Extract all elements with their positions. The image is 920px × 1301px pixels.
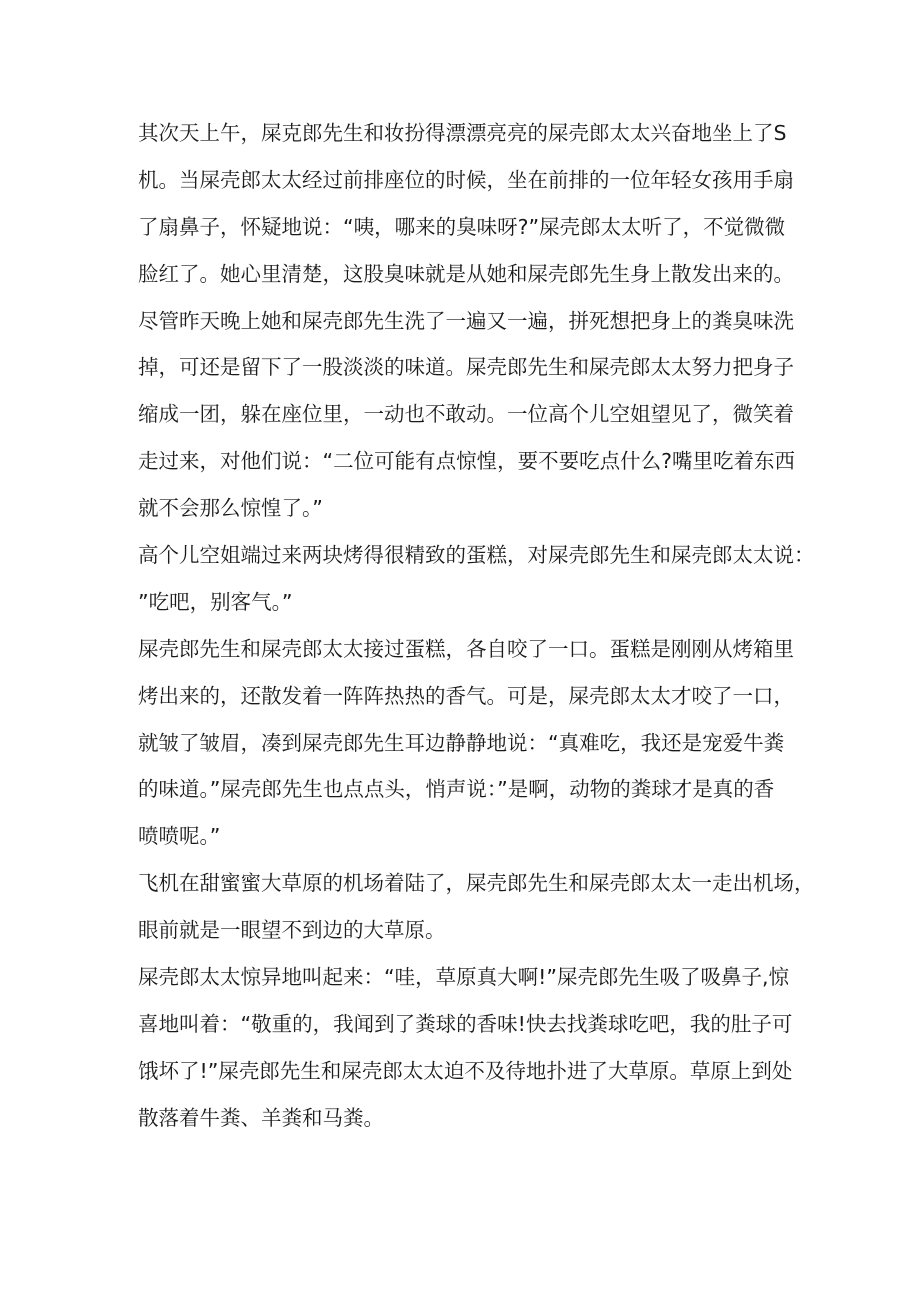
text-line: ”吃吧，别客气。”	[138, 589, 293, 614]
text-line: 喜地叫着：“敬重的，我闻到了粪球的香味!快去找粪球吃吧，我的肚子可	[138, 1011, 793, 1036]
text-line: 脸红了。她心里清楚，这股臭味就是从她和屎壳郎先生身上散发出来的。	[138, 261, 794, 286]
text-line: 其次天上午，屎克郎先生和妆扮得漂漂亮亮的屎壳郎太太兴奋地坐上了S	[138, 121, 787, 145]
text-line: 散落着牛粪、羊粪和马粪。	[138, 1105, 384, 1130]
text-line: 就皱了皱眉，凑到屎壳郎先生耳边静静地说：“真难吃，我还是宠爱牛粪	[138, 730, 785, 755]
story-text	[138, 110, 815, 1142]
text-line: 喷喷呢。”	[138, 824, 221, 849]
text-line: 高个儿空姐端过来两块烤得很精致的蛋糕，对屎壳郎先生和屎壳郎太太说：	[138, 543, 815, 568]
text-line: 烤出来的，还散发着一阵阵热热的香气。可是，屎壳郎太太才咬了一口，	[138, 683, 794, 708]
text-line: 了扇鼻子，怀疑地说：“咦，哪来的臭味呀?”屎壳郎太太听了，不觉微微	[138, 214, 786, 239]
text-line: 尽管昨天晚上她和屎壳郎先生洗了一遍又一遍，拼死想把身上的粪臭味洗	[138, 308, 794, 333]
text-line: 走过来，对他们说：“二位可能有点惊惶，要不要吃点什么?嘴里吃着东西	[138, 449, 795, 474]
text-line: 饿坏了!”屎壳郎先生和屎壳郎太太迫不及待地扑进了大草原。草原上到处	[138, 1058, 793, 1083]
text-line: 飞机在甜蜜蜜大草原的机场着陆了，屎壳郎先生和屎壳郎太太一走出机场，	[138, 871, 815, 896]
text-line: 屎壳郎先生和屎壳郎太太接过蛋糕，各自咬了一口。蛋糕是刚刚从烤箱里	[138, 636, 794, 661]
text-line: 眼前就是一眼望不到边的大草原。	[138, 918, 446, 943]
text-line: 屎壳郎太太惊异地叫起来：“哇，草原真大啊!”屎壳郎先生吸了吸鼻子,惊	[138, 965, 789, 990]
text-line: 缩成一团，躲在座位里，一动也不敢动。一位高个儿空姐望见了，微笑着	[138, 402, 794, 427]
text-line: 就不会那么惊惶了。”	[138, 496, 323, 521]
text-line: 机。当屎壳郎太太经过前排座位的时候，坐在前排的一位年轻女孩用手扇	[138, 167, 794, 192]
text-line: 掉，可还是留下了一股淡淡的味道。屎壳郎先生和屎壳郎太太努力把身子	[138, 355, 794, 380]
text-line: 的味道。”屎壳郎先生也点点头，悄声说：”是啊，动物的粪球才是真的香	[138, 777, 775, 802]
